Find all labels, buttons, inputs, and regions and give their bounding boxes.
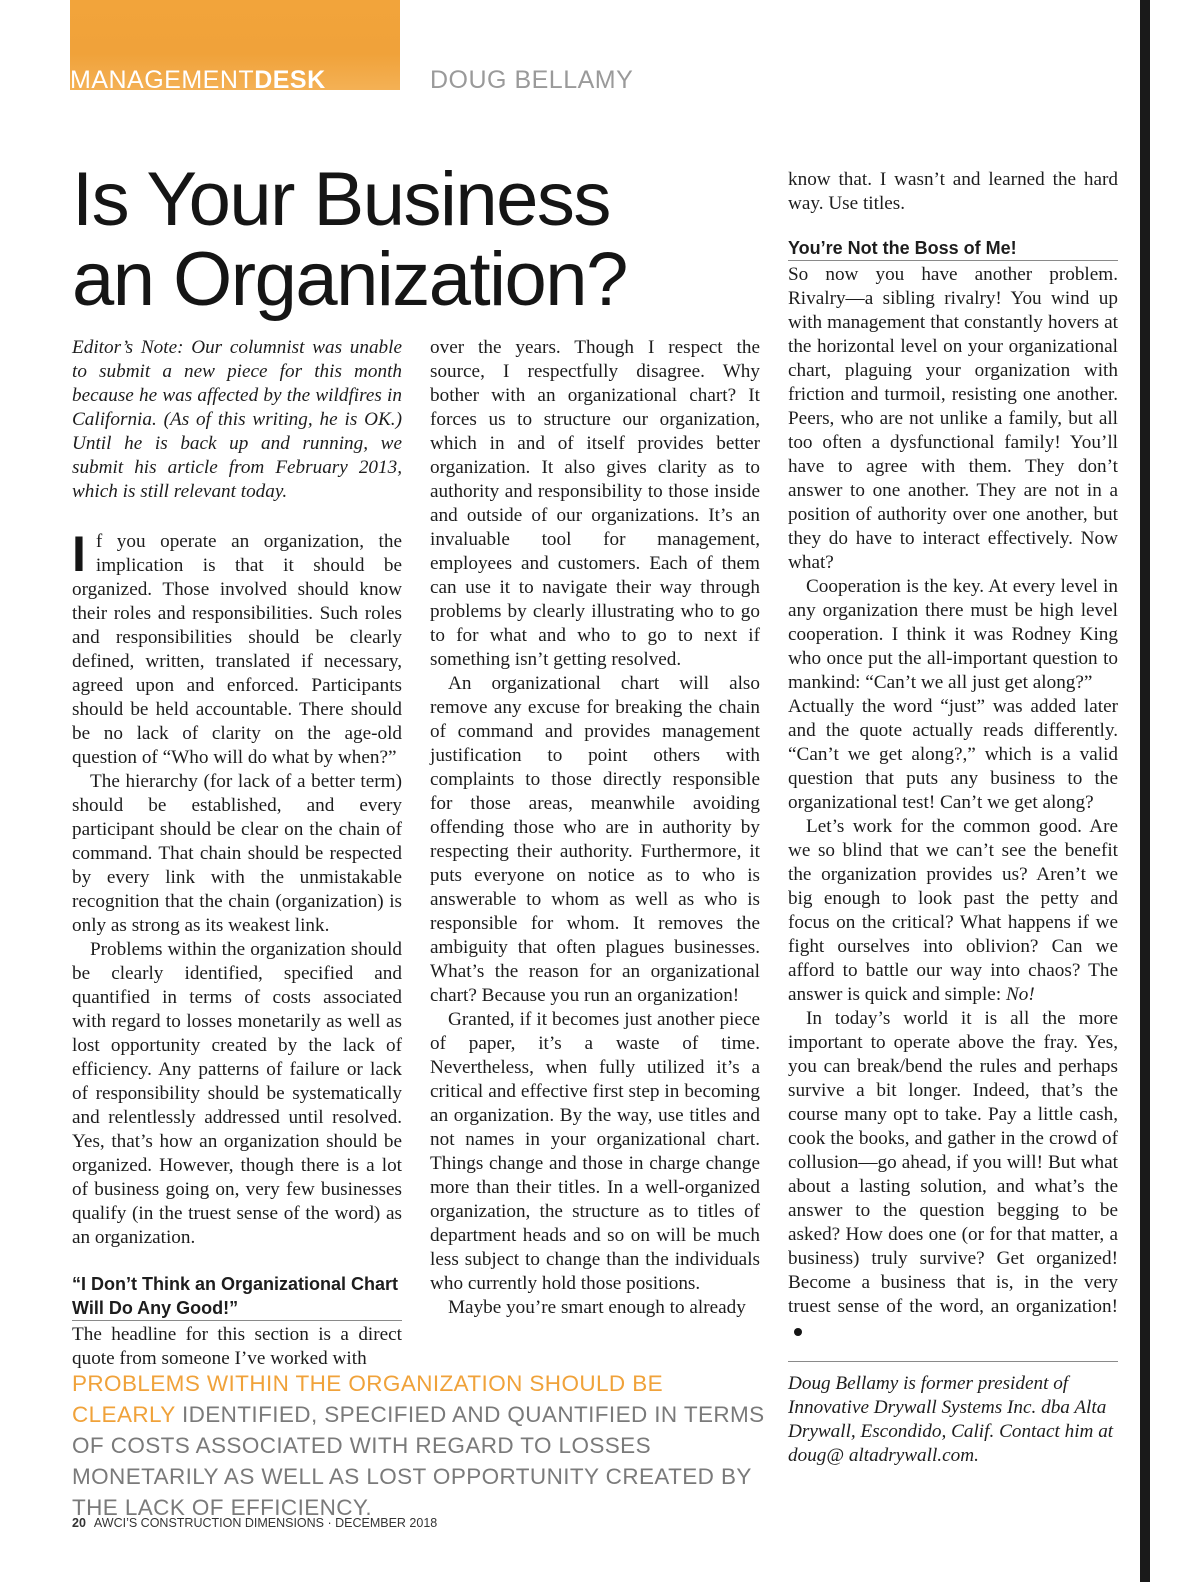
paragraph-text: Let’s work for the common good. Are we so blind that we can’t see the benefit the organization provides us? Aren’t we big enough to look past the petty and focus on the critical? What happens if we fight ourselves into oblivion? Can we afford to battle our way into chaos? The answer is quick and simple: [788,816,1118,1005]
article-paragraph: An organizational chart will also remove any excuse for breaking the chain of command and provides management justification to point others with complaints to those directly responsible for those areas, meanwhile avoiding offending those who are in authority by respecting their authority. Furthermore, it puts everyone on notice as to who is answerable to whom as well as who is responsible for whom. It removes the ambiguity that often plagues businesses. What’s the reason for an organizational chart? Because you run an organization! [430,673,760,1006]
section-label-management: MANAGEMENT [70,66,255,90]
section-label-desk: DESK [254,66,326,90]
article-paragraph: know that. I wasn’t and learned the hard way. Use titles. [788,169,1118,214]
article-paragraph: The headline for this section is a direct quote from someone I’ve worked with [72,1324,402,1369]
pull-quote-highlight: PROBLEMS WITHIN THE ORGANIZATION SHOULD BE CLEARLY [72,1371,664,1427]
section-header-bar [70,0,400,90]
title-line-2: an Organization? [72,237,627,322]
article-paragraph: So now you have another problem. Rivalry—a sibling rivalry! You wind up with management that constantly hovers at the horizontal level on your organizational chart, plaguing your organization with friction and turmoil, resisting one another. Peers, who are not unlike a family, but all too often a dysfunctional family! You’ll have to agree with them. They don’t answer to one another. They are not in a position of authority over one another, but they do have to interact effectively. Now what? [788,264,1118,573]
article-paragraph: Actually the word “just” was added later and the quote actually reads differently. “Can’t we get along?,” which is a valid question that puts any business to the organizational test! Can’t we get along? [788,696,1118,813]
column-1 [72,336,402,1371]
article-paragraph [788,1007,1118,1343]
article-paragraph: The hierarchy (for lack of a better term) should be established, and every participant should be clear on the chain of command. That chain should be respected by every link with the unmistakable recognition that the chain (organization) is only as strong as its weakest link. [72,771,402,936]
pull-quote [72,1368,772,1523]
emphasis-no: No! [1005,984,1035,1005]
editors-note: Editor’s Note: Our columnist was unable to submit a new piece for this month because he was affected by the wildfires in California. (As of this writing, he is OK.) Until he is back up and running, we submit his article from February 2013, which is still relevant today. [72,337,402,502]
page-footer [72,1516,437,1530]
title-line-1: Is Your Business [72,157,610,242]
author-name: DOUG BELLAMY [430,66,634,94]
drop-cap: I [72,526,86,582]
article-paragraph: Maybe you’re smart enough to already [448,1297,746,1318]
article-paragraph: over the years. Though I respect the source, I respectfully disagree. Why bother with an organizational chart? It forces us to structure our organization, which in and of itself provides better organization. It also gives clarity as to authority and responsibility to those inside and outside of our organizations. It’s an invaluable tool for management, employees and customers. Each of them can use it to navigate their way through problems by clearly illustrating who to go to for what and who to go to next if something isn’t getting resolved. [430,337,760,670]
bio-divider [788,1361,1118,1362]
publication-info: AWCI’S CONSTRUCTION DIMENSIONS · DECEMBER 2018 [93,1516,438,1530]
section-label [70,66,326,90]
column-3 [788,168,1118,1468]
paragraph-text: In today’s world it is all the more important to operate above the fray. Yes, you can break/bend the rules and perhaps survive a bit longer. Indeed, that’s the course many opt to take. Pay a little cash, cook the books, and gather in the crowd of collusion—go ahead, if you will! But what about a lasting solution, and what’s the answer to the question begging to be asked? How does one (or for that matter, a business) truly survive? Get organized! Become a business that is, in the very truest sense of the word, an organization! [788,1008,1118,1317]
article-title [72,157,732,322]
paragraph-text: f you operate an organization, the implication is that it should be organized. Those involved should know their roles and responsibilities. Such roles and responsibilities should be clearly defined, written, translated if necessary, agreed upon and enforced. Participants should be held accountable. There should be no lack of clarity on the age-old question of “Who will do what by when?” [72,531,402,768]
article-paragraph [788,815,1118,1007]
article-paragraph: Cooperation is the key. At every level in any organization there must be high level cooperation. I think it was Rodney King who once put the all-important question to mankind: “Can’t we all just get along?” [788,576,1118,693]
subhead-org-chart: “I Don’t Think an Organizational Chart Will Do Any Good!” [72,1272,402,1321]
column-2 [430,336,760,1320]
page-number: 20 [72,1516,86,1530]
article-paragraph: Problems within the organization should be clearly identified, specified and quantified in terms of costs associated with regard to losses monetarily as well as lost opportunity created by the lack of efficiency. Any patterns of failure or lack of responsibility should be systematically and relentlessly addressed until resolved. Yes, that’s how an organization should be organized. However, though there is a lot of business going on, very few businesses qualify (in the truest sense of the word) as an organization. [72,939,402,1248]
article-paragraph: Granted, if it becomes just another piece of paper, it’s a waste of time. Nevertheless, when fully utilized it’s a critical and effective first step in becoming an organization. By the way, use titles and not names in your organizational chart. Things change and those in charge change more than their titles. In a well-organized organization, the structure as to titles of department heads and so on will be much less subject to change than the individuals who currently hold those positions. [430,1009,760,1294]
page-edge-rule [1140,0,1150,1582]
article-paragraph [72,526,402,770]
author-bio: Doug Bellamy is former president of Innovative Drywall Systems Inc. dba Alta Drywall, Escondido, Calif. Contact him at doug@ altadrywall.com. [788,1373,1114,1466]
pull-quote-text: IDENTIFIED, SPECIFIED AND QUANTIFIED IN TERMS OF COSTS ASSOCIATED WITH REGARD TO LOSSES MONETARILY AS WELL AS LOST OPPORTUNITY CREATED BY THE LACK OF EFFICIENCY. [72,1402,765,1520]
subhead-boss: You’re Not the Boss of Me! [788,236,1118,261]
end-mark-icon [794,1328,802,1336]
